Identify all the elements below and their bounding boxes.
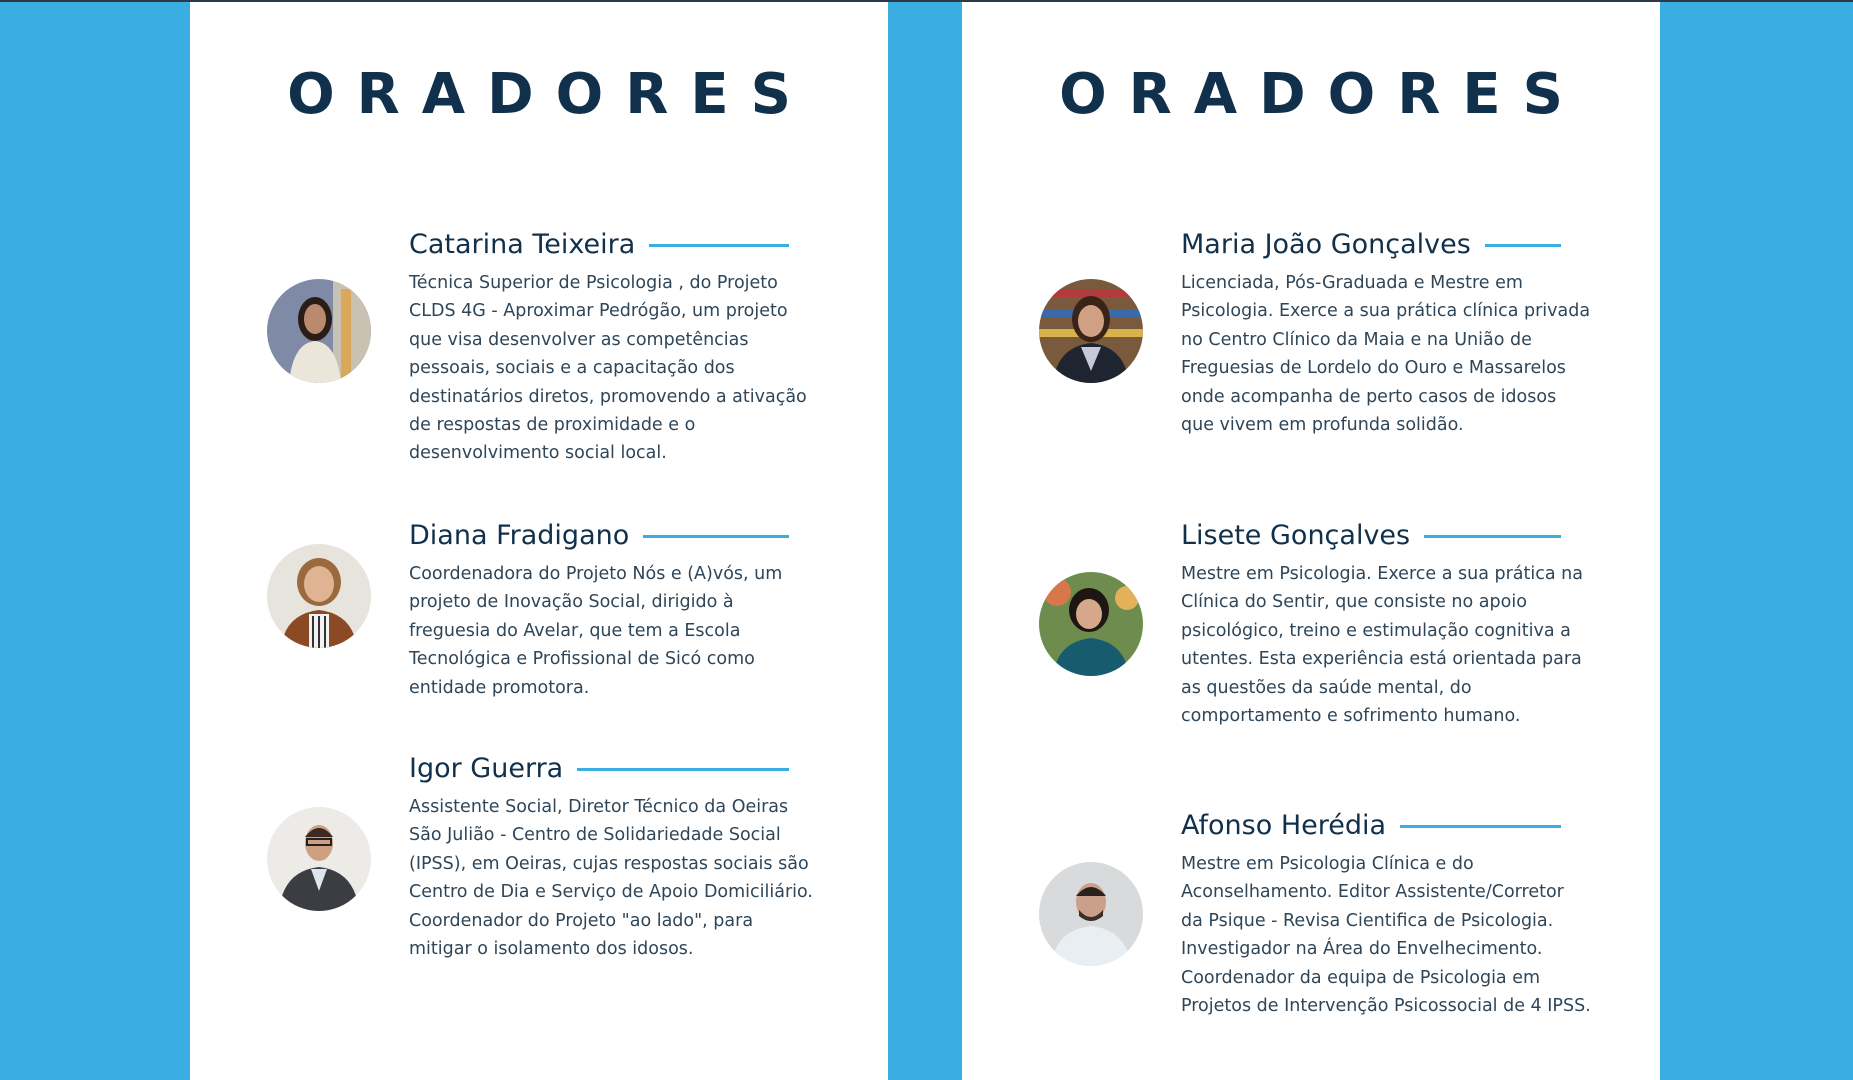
speaker-bio: Técnica Superior de Psicologia , do Projeto CLDS 4G - Aproximar Pedrógão, um projeto que visa desenvolver as competências pessoais, sociais e a capacitação dos destinatários diretos, promovendo a ativação de respostas de proximidade e o desenvolvimento social local. xyxy=(409,273,807,464)
name-divider-line xyxy=(1485,244,1561,247)
speaker-name: Igor Guerra xyxy=(409,753,564,784)
speaker-name: Diana Fradigano xyxy=(409,520,630,551)
speaker-bio: Mestre em Psicologia. Exerce a sua prática na Clínica do Sentir, que consiste no apoio psicológico, treino e estimulação cognitiva a utentes. Esta experiência está orientada para as questões da saúde mental, do comportamento e sofrimento humano. xyxy=(1181,564,1583,727)
panel-title: ORADORES xyxy=(1059,62,1585,127)
speaker-photo xyxy=(267,544,371,648)
speaker-photo xyxy=(1039,572,1143,676)
speaker-photo xyxy=(267,807,371,911)
speaker-name: Lisete Gonçalves xyxy=(1181,520,1411,551)
name-divider-line xyxy=(643,535,789,538)
speaker-name-row xyxy=(1181,225,1561,265)
speaker-photo xyxy=(1039,862,1143,966)
speaker-name-row xyxy=(409,516,789,556)
speaker-bio: Coordenadora do Projeto Nós e (A)vós, um projeto de Inovação Social, dirigido à freguesia do Avelar, que tem a Escola Tecnológica e Profissional de Sicó como entidade promotora. xyxy=(409,564,783,698)
panel-title: ORADORES xyxy=(287,62,813,127)
speaker-name-row xyxy=(409,225,789,265)
speakers-panel-right xyxy=(962,2,1660,1080)
speaker-name-row xyxy=(1181,516,1561,556)
name-divider-line xyxy=(577,768,789,771)
speaker-bio: Licenciada, Pós-Graduada e Mestre em Psicologia. Exerce a sua prática clínica privada no Centro Clínico da Maia e na União de Freguesias de Lordelo do Ouro e Massarelos onde acompanha de perto casos de idosos que vivem em profunda solidão. xyxy=(1181,273,1591,436)
speaker-name-row xyxy=(1181,806,1561,846)
name-divider-line xyxy=(1424,535,1561,538)
speaker-name: Maria João Gonçalves xyxy=(1181,229,1471,260)
speaker-name-row xyxy=(409,749,789,789)
speaker-name: Catarina Teixeira xyxy=(409,229,636,260)
speaker-photo xyxy=(1039,279,1143,383)
speakers-panel-left xyxy=(190,2,888,1080)
speaker-bio: Mestre em Psicologia Clínica e do Aconselhamento. Editor Assistente/Corretor da Psique - Revisa Cientifica de Psicologia. Investigador na Área do Envelhecimento. Coordenador da equipa de Psicologia em Projetos de Intervenção Psicossocial de 4 IPSS. xyxy=(1181,854,1591,1017)
name-divider-line xyxy=(649,244,789,247)
speaker-name: Afonso Herédia xyxy=(1181,810,1387,841)
speaker-bio: Assistente Social, Diretor Técnico da Oeiras São Julião - Centro de Solidariedade Social (IPSS), em Oeiras, cujas respostas sociais são Centro de Dia e Serviço de Apoio Domiciliário. Coordenador do Projeto "ao lado", para mitigar o isolamento dos idosos. xyxy=(409,797,813,960)
name-divider-line xyxy=(1400,825,1561,828)
speaker-photo xyxy=(267,279,371,383)
